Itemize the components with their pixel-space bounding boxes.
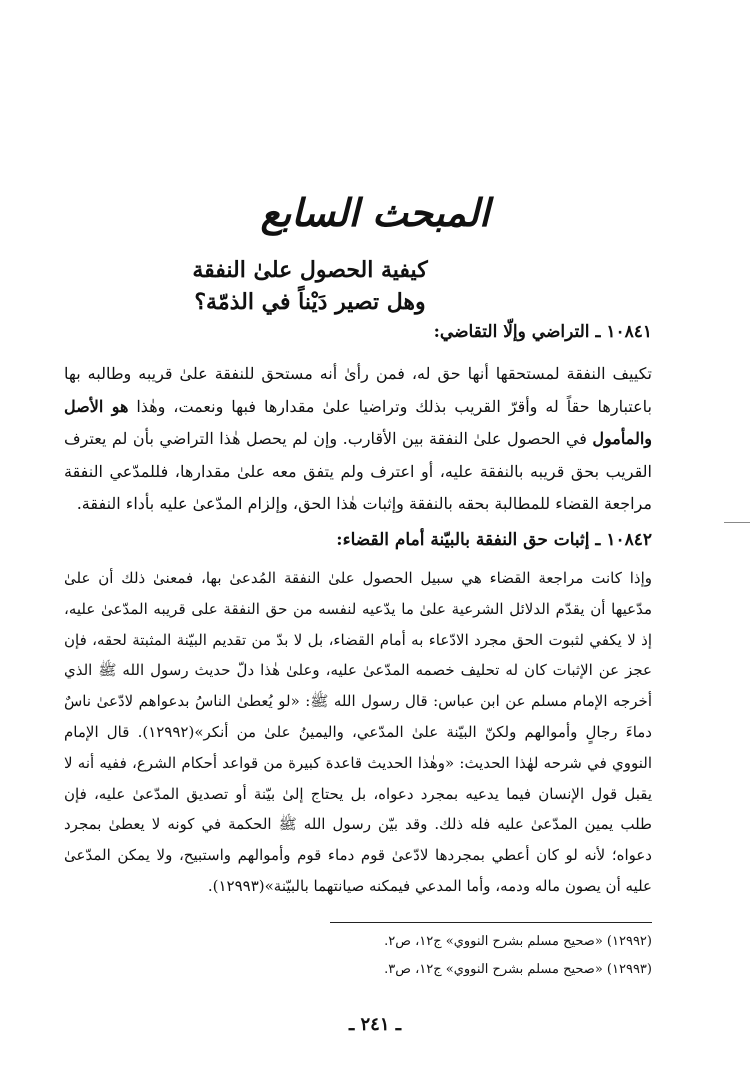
- paragraph-10841: [64, 358, 652, 521]
- main-title-line-2: وهل تصير دَيْناً في الذمّة؟: [194, 289, 426, 315]
- paragraph-10841-emphasis: هو الأصل والمأمول: [64, 396, 652, 448]
- paragraph-10841-part-1: تكييف النفقة لمستحقها أنها حق له، فمن رأىٰ أنه مستحق للنفقة علىٰ قريبه وطالبه بها باعتبارها حقاً له وأقرّ القريب بذلك وتراضيا علىٰ مقدارها فبها ونعمت، وهٰذا: [64, 364, 652, 416]
- footnote-12993: (١٢٩٩٣) «صحيح مسلم بشرح النووي» ج١٢، ص٣.: [384, 962, 652, 977]
- paragraph-10841-part-2: في الحصول علىٰ النفقة بين الأقارب. وإن لم يحصل هٰذا التراضي بأن لم يعترف القريب بحق قريبه بالنفقة عليه، أو اعترف ولم يتفق معه علىٰ مقدارها، فللمدّعي النفقة مراجعة القضاء للمطالبة بحقه بالنفقة وإثبات هٰذا الحق، وإلزام المدّعىٰ عليه بأداء النفقة.: [64, 429, 652, 513]
- paragraph-10842: وإذا كانت مراجعة القضاء هي سبيل الحصول علىٰ النفقة المُدعىٰ بها، فمعنىٰ ذلك أن علىٰ مدّعيها أن يقدّم الدلائل الشرعية علىٰ ما يدّعيه لنفسه من حق النفقة على قريبه المدّعىٰ عليه، إذ لا يكفي لثبوت الحق مجرد الادّعاء به أمام القضاء، بل لا بدّ من تقديم البيّنة المثبتة لحقه، فإن عجز عن الإثبات كان له تحليف خصمه المدّعىٰ عليه، وعلىٰ هٰذا دلّ حديث رسول الله ﷺ الذي أخرجه الإمام مسلم عن ابن عباس: قال رسول الله ﷺ: «لو يُعطىٰ الناسُ بدعواهم لادّعىٰ ناسٌ دماءَ رجالٍ وأموالهم ولكنّ البيّنة علىٰ المدّعي، واليمينُ علىٰ من أنكر»(١٢٩٩٢). قال الإمام النووي في شرحه لهٰذا الحديث: «وهٰذا الحديث قاعدة كبيرة من قواعد أحكام الشرع، ففيه أنه لا يقبل قول الإنسان فيما يدعيه بمجرد دعواه، بل يحتاج إلىٰ بيّنة أو تصديق المدّعىٰ عليه، فإن طلب يمين المدّعىٰ عليه فله ذلك. وقد بيّن رسول الله ﷺ الحكمة في كونه لا يعطىٰ بمجرد دعواه؛ لأنه لو كان أعطي بمجردها لادّعىٰ قوم دماء قوم وأموالهم واستبيح، ولا يمكن المدّعىٰ عليه أن يصون ماله ودمه، وأما المدعي فيمكنه صيانتهما بالبيّنة»(١٢٩٩٣).: [64, 569, 653, 895]
- section-heading-10841: ١٠٨٤١ ـ التراضي وإلّا التقاضي:: [433, 322, 652, 342]
- main-title-line-1: كيفية الحصول علىٰ النفقة: [192, 257, 428, 283]
- page-number: ـ ٢٤١ ـ: [348, 1014, 402, 1035]
- footnote-divider: [330, 922, 652, 923]
- footnote-12992: (١٢٩٩٢) «صحيح مسلم بشرح النووي» ج١٢، ص٢.: [384, 934, 652, 949]
- section-heading-10842: ١٠٨٤٢ ـ إثبات حق النفقة بالبيّنة أمام القضاء:: [336, 530, 652, 550]
- chapter-title: المبحث السابع: [260, 190, 490, 235]
- scan-edge-mark: [724, 522, 750, 523]
- main-title: [140, 254, 480, 318]
